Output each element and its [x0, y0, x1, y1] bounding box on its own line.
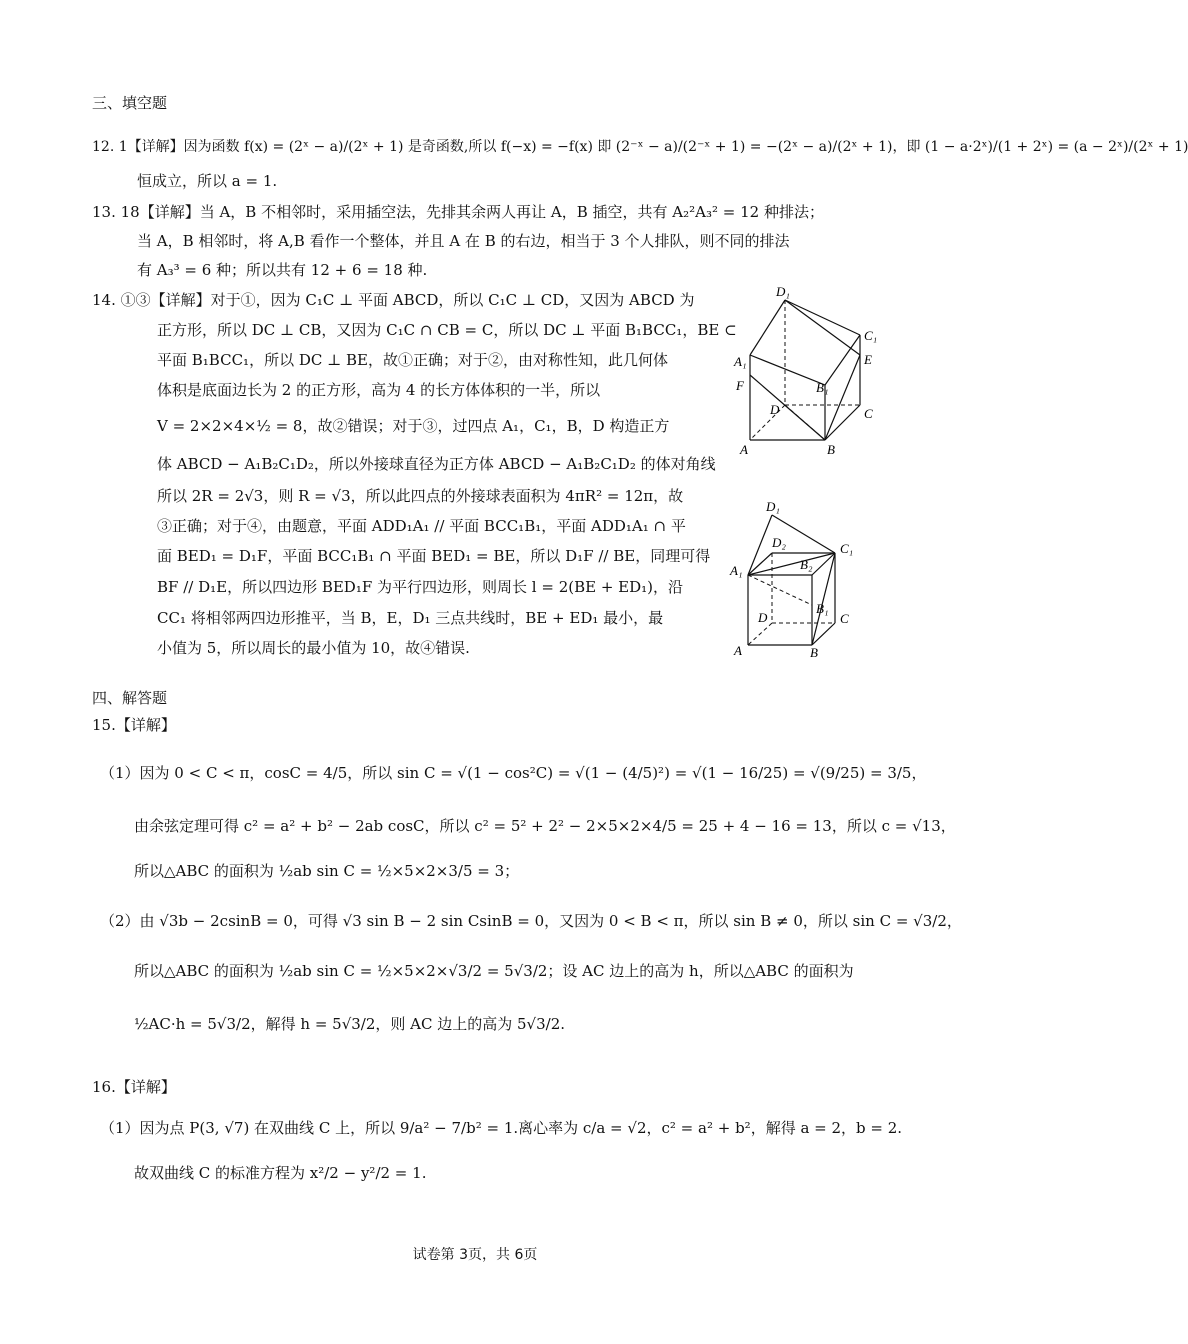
label-B: B: [810, 645, 818, 660]
q14-line: 正方形，所以 DC ⊥ CB，又因为 C₁C ∩ CB = C，所以 DC ⊥ 平面 B₁BCC₁，BE ⊂: [157, 321, 737, 339]
q15-part1-line-1: （1）因为 0 < C < π，cosC = 4/5，所以 sin C = √(1 − cos²C) = √(1 − (4/5)²) = √(1 − 16/25) = √(9/25) = 3/5，: [100, 764, 927, 782]
page-footer: 试卷第 3页，共 6页: [412, 1247, 538, 1263]
label-B1: B₁: [816, 601, 829, 616]
q15-part2-line-1: （2）由 √3b − 2csinB = 0，可得 √3 sin B − 2 sin CsinB = 0，又因为 0 < B < π，所以 sin B ≠ 0，所以 sin C = √3/2，: [100, 912, 962, 930]
q15-part2-line-2: 所以△ABC 的面积为 ½ab sin C = ½×5×2×√3/2 = 5√3/2；设 AC 边上的高为 h，所以△ABC 的面积为: [134, 962, 854, 980]
q15-heading: 15.【详解】: [92, 716, 176, 734]
figure-1-solid: [730, 280, 890, 460]
q14-line: 小值为 5，所以周长的最小值为 10，故④错误.: [157, 639, 470, 657]
label-C: C: [864, 406, 873, 421]
label-A1: A₁: [734, 354, 747, 369]
q14-line: 平面 B₁BCC₁，所以 DC ⊥ BE，故①正确；对于②，由对称性知，此几何体: [157, 351, 668, 369]
section-4-title: 四、解答题: [92, 689, 168, 707]
q13-line-1: 13. 18【详解】当 A，B 不相邻时，采用插空法，先排其余两人再让 A，B 插空，共有 A₂²A₃² = 12 种排法；: [92, 203, 824, 221]
q14-line: CC₁ 将相邻两四边形推平，当 B，E，D₁ 三点共线时，BE + ED₁ 最小，最: [157, 609, 664, 627]
label-A1: A₁: [730, 563, 743, 578]
label-A: A: [734, 643, 742, 658]
section-3-title: 三、填空题: [92, 94, 168, 112]
label-D: D: [758, 610, 768, 625]
q15-part2-line-3: ½AC·h = 5√3/2，解得 h = 5√3/2，则 AC 边上的高为 5√3/2.: [134, 1015, 566, 1033]
label-D2: D₂: [772, 535, 786, 550]
label-F: F: [736, 378, 744, 393]
q16-heading: 16.【详解】: [92, 1078, 176, 1096]
q15-part1-line-3: 所以△ABC 的面积为 ½ab sin C = ½×5×2×3/5 = 3；: [134, 862, 520, 880]
label-C1: C₁: [864, 328, 878, 343]
figure-2-cube: [730, 495, 890, 665]
q14-line: BF // D₁E，所以四边形 BED₁F 为平行四边形，则周长 l = 2(BE + ED₁)，沿: [157, 578, 684, 596]
label-C: C: [840, 611, 849, 626]
q16-part1-line-1: （1）因为点 P(3, √7) 在双曲线 C 上，所以 9/a² − 7/b² = 1.离心率为 c/a = √2，c² = a² + b²，解得 a = 2，b = 2.: [100, 1119, 903, 1137]
label-C1: C₁: [840, 541, 854, 556]
q14-line: 体 ABCD − A₁B₂C₁D₂，所以外接球直径为正方体 ABCD − A₁B₂C₁D₂ 的体对角线: [157, 455, 716, 473]
q12-line-2: 恒成立，所以 a = 1.: [137, 172, 278, 190]
label-A: A: [740, 442, 748, 457]
q14-line: ③正确；对于④，由题意，平面 ADD₁A₁ // 平面 BCC₁B₁，平面 ADD₁A₁ ∩ 平: [157, 517, 686, 535]
label-D1: D₁: [766, 499, 780, 514]
label-E: E: [864, 352, 872, 367]
q13-line-3: 有 A₃³ = 6 种；所以共有 12 + 6 = 18 种.: [137, 261, 428, 279]
q14-line: 体积是底面边长为 2 的正方形，高为 4 的长方体体积的一半，所以: [157, 381, 601, 399]
label-D1: D₁: [776, 284, 790, 299]
label-B: B: [827, 442, 835, 457]
q14-line: 面 BED₁ = D₁F，平面 BCC₁B₁ ∩ 平面 BED₁ = BE，所以 D₁F // BE，同理可得: [157, 547, 711, 565]
q16-part1-line-2: 故双曲线 C 的标准方程为 x²/2 − y²/2 = 1.: [134, 1164, 427, 1182]
q14-line: 14. ①③【详解】对于①，因为 C₁C ⊥ 平面 ABCD，所以 C₁C ⊥ CD，又因为 ABCD 为: [92, 291, 695, 309]
q14-line: 所以 2R = 2√3，则 R = √3，所以此四点的外接球表面积为 4πR² = 12π，故: [157, 487, 684, 505]
q12-line-1: 12. 1【详解】因为函数 f(x) = (2ˣ − a)/(2ˣ + 1) 是奇函数,所以 f(−x) = −f(x) 即 (2⁻ˣ − a)/(2⁻ˣ + 1) = −(2ˣ − a)/(2ˣ + 1)，即 (1 − a·2ˣ)/(1 + 2ˣ) = (a − 2ˣ)/(2ˣ + 1): [92, 139, 1188, 155]
q13-line-2: 当 A，B 相邻时，将 A,B 看作一个整体，并且 A 在 B 的右边，相当于 3 个人排队，则不同的排法: [137, 232, 790, 250]
q15-part1-line-2: 由余弦定理可得 c² = a² + b² − 2ab cosC，所以 c² = 5² + 2² − 2×5×2×4/5 = 25 + 4 − 16 = 13，所以 c = √13，: [134, 817, 956, 835]
q14-line: V = 2×2×4×½ = 8，故②错误；对于③，过四点 A₁，C₁，B，D 构造正方: [157, 417, 670, 435]
label-B2: B₂: [800, 557, 813, 572]
label-D: D: [770, 402, 780, 417]
label-B1: B₁: [816, 380, 829, 395]
